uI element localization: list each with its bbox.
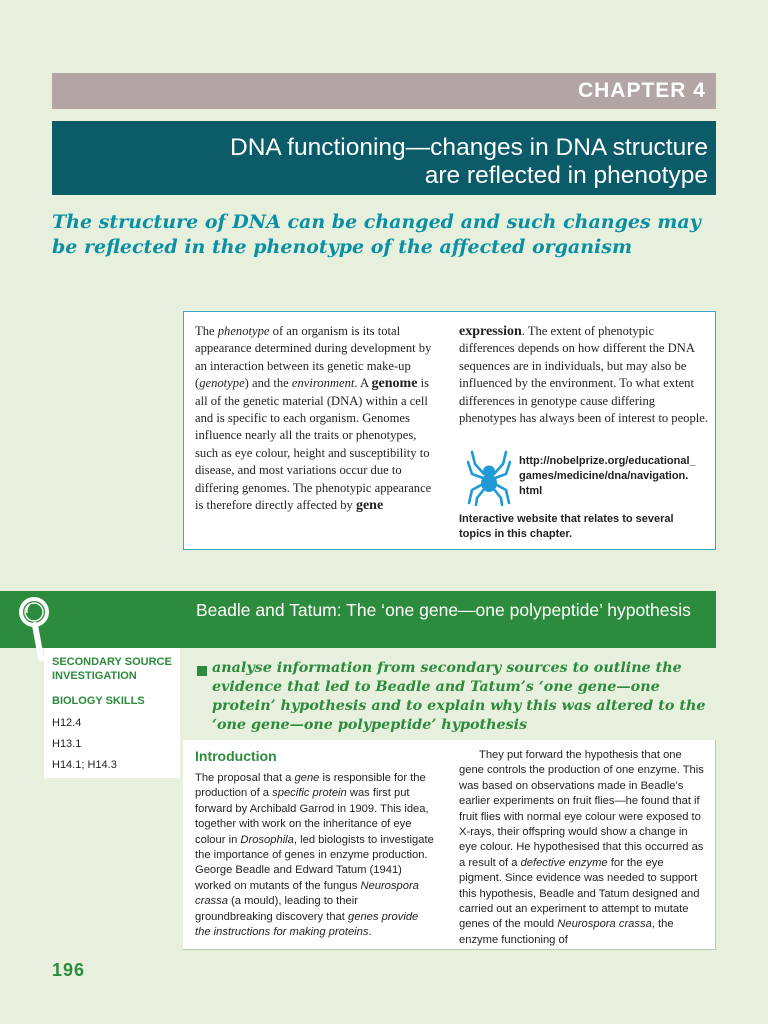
link-url-line: games/medicine/dna/navigation. (519, 470, 689, 482)
body-text: for the eye pigment. Since evidence was needed to support this hypothesis, Beadle and Tatum designed and carried out an experiment to attempt to mutate genes of the mould (459, 856, 700, 931)
sidebar-skill-code: H13.1 (52, 738, 82, 750)
sidebar (44, 648, 180, 778)
intro-text-left (195, 323, 442, 514)
body-text-right (459, 748, 704, 948)
body-text: . (368, 926, 372, 939)
body-term: Neurospora crassa (195, 879, 419, 908)
body-term: Drosophila (240, 833, 294, 846)
term-gene: gene (355, 498, 384, 514)
body-text: The proposal that a (195, 772, 295, 784)
term-phenotype: phenotype (217, 324, 270, 338)
chapter-title-bar (52, 121, 716, 195)
sidebar-skill-code: H14.1; H14.3 (52, 759, 117, 771)
intro-text-right (459, 323, 709, 427)
body-text: (a mould), leading to their groundbreaking discovery that (195, 895, 358, 923)
body-text: , the enzyme functioning of (459, 918, 674, 946)
spider-icon (467, 450, 511, 506)
body-text-left (195, 771, 435, 940)
sidebar-text: INVESTIGATION (52, 670, 137, 682)
body-text: was first put forward by Archibald Garrod in 1909. This idea, together with work on the inheritance of eye colour in (195, 787, 429, 846)
chapter-title-line2: are reflected in phenotype (424, 162, 708, 189)
link-url-line: html (519, 485, 543, 497)
sidebar-skill-code: H12.4 (52, 717, 82, 729)
sidebar-source-label (52, 655, 172, 683)
main-body (183, 740, 716, 950)
chapter-bar (52, 73, 716, 109)
link-description: Interactive website that relates to several topics in this chapter. (459, 513, 674, 540)
body-text: They put forward the hypothesis that one gene controls the production of one enzyme. This was based on observations made in Beadle’s earlier experiments on fruit flies—he found that if fruit flies with normal eye colour were exposed to X-rays, their offspring would show a change in eye colour. He hypothesised that this occurred as a result of a (459, 749, 704, 869)
body-term: specific protein (272, 787, 347, 800)
intro-text: The (195, 324, 218, 338)
intro-text: . A (354, 376, 372, 391)
web-link[interactable] (459, 450, 709, 540)
intro-text: ) and the (244, 376, 292, 391)
intro-text: of an organism is its total appearance determined during development by an interaction between its genetic make-up ( (195, 324, 432, 391)
intro-text: is all of the genetic material (DNA) within a cell and is specific to each organism. Genomes influence nearly all the traits or phenotypes, such as eye colour, height and susceptibility to disease, and most variations occur due to differing genomes. The phenotypic appearance is therefore directly affected by (195, 376, 432, 513)
section-header-bar (0, 591, 716, 648)
intro-text: . The extent of phenotypic differences depends on how different the DNA sequences are in individuals, but may also be influenced by the environment. To what extent differences in genotype cause differing phenotypes has always been of interest to people. (459, 324, 709, 426)
body-text: is responsible for the production of a (195, 772, 426, 800)
term-genome: genome (371, 376, 418, 392)
sidebar-skills-label: BIOLOGY SKILLS (52, 695, 145, 707)
sidebar-text: SECONDARY SOURCE (52, 656, 172, 668)
body-term: genes provide the instructions for making proteins (195, 910, 419, 939)
chapter-label: CHAPTER 4 (577, 79, 706, 102)
chapter-title (68, 134, 708, 190)
body-term: Neurospora crassa (557, 918, 652, 931)
body-text: , led biologists to investigate the importance of genes in enzyme production. George Beadle and Edward Tatum (1941) worked on mutants of the fungus (195, 833, 434, 892)
intro-box (183, 311, 716, 550)
term-genotype: genotype (199, 376, 245, 391)
chapter-title-line1: DNA functioning—changes in DNA structure (230, 134, 708, 161)
body-term: defective enzyme (520, 856, 608, 869)
objective-text: analyse information from secondary sources to outline the evidence that led to Beadle and Tatum’s ‘one gene—one protein’ hypothesis and to explain why this was altered to the ‘one gene—one polypeptide’ hypothesis (212, 660, 706, 733)
introduction-heading: Introduction (195, 748, 277, 764)
term-expression: expression (459, 324, 522, 339)
term-environment: environment (291, 376, 355, 391)
chapter-subtitle: The structure of DNA can be changed and such changes may be reflected in the phenotype of the affected organism (52, 211, 701, 258)
section-title: Beadle and Tatum: The ‘one gene—one polypeptide’ hypothesis (196, 600, 691, 620)
objective-bullet (197, 666, 207, 676)
link-url-line: http://nobelprize.org/educational_ (519, 455, 696, 467)
page-number: 196 (52, 960, 86, 980)
link-url[interactable] (519, 454, 709, 499)
body-term: gene (294, 772, 320, 784)
